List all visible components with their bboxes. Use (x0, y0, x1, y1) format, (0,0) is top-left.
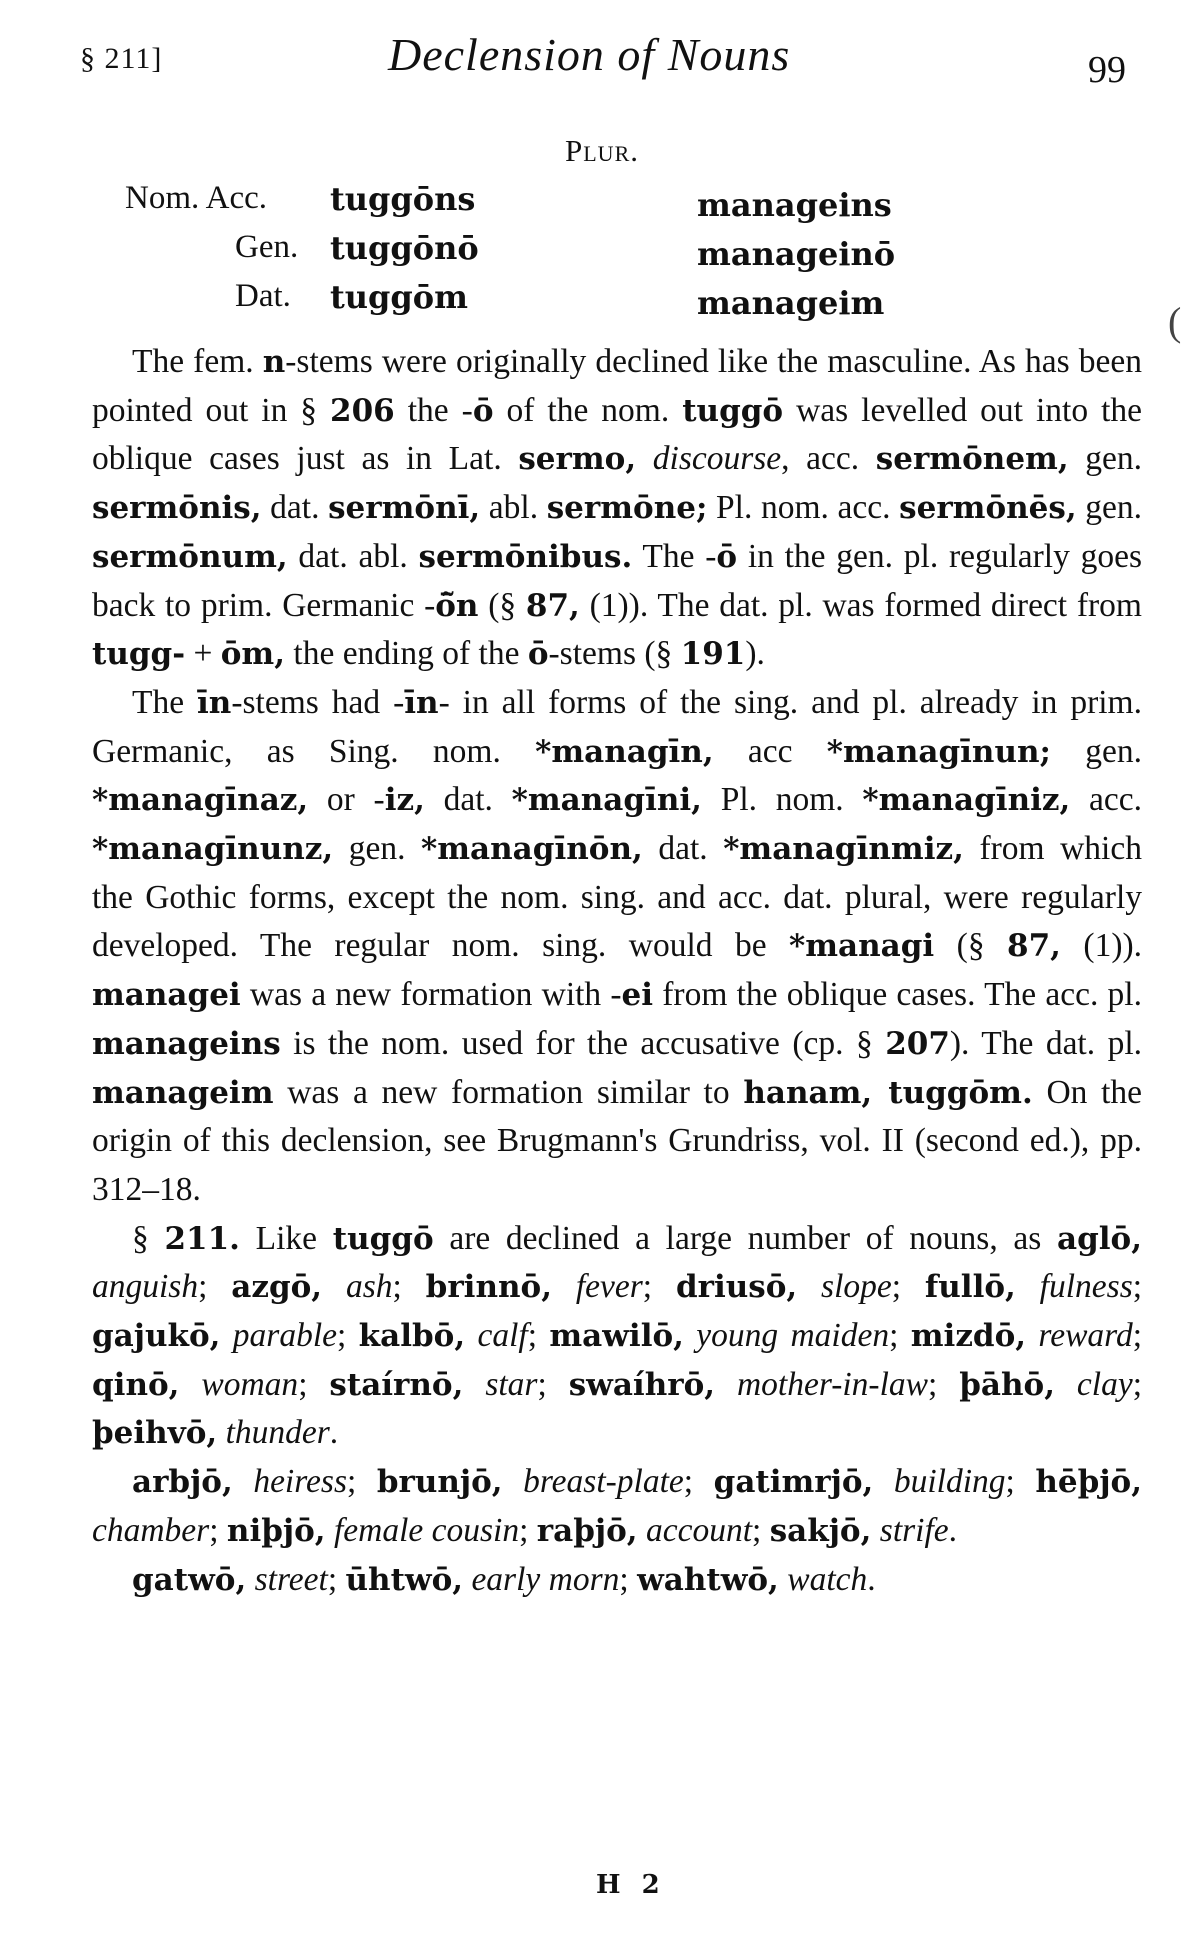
paragraph: arbjō, heiress; brunjō, breast-plate; gatimrjō, building; hēþjō, chamber; niþjō, female cousin; raþjō, account; sakjō, strife. (92, 1463, 1143, 1549)
paragraph: The fem. n-stems were originally declined like the masculine. As has been pointed out in § 206 the -ō of the nom. tuggō was levelled out into the oblique cases just as in Lat. sermo, discourse, acc. sermōnem, gen. sermōnis, dat. sermōnī, abl. sermōne; Pl. nom. acc. sermōnēs, gen. sermōnum, dat. abl. sermōnibus. The -ō in the gen. pl. regularly goes back to prim. Germanic -ō̃n (§ 87, (1)). The dat. pl. was formed direct from tugg- + ōm, the ending of the ō-stems (§ 191). (92, 343, 1143, 673)
paradigm-form-2: manageins (697, 186, 892, 224)
paradigm-form: tuggōnō (330, 229, 479, 267)
margin-mark: ( (1168, 299, 1182, 344)
paragraph: gatwō, street; ūhtwō, early morn; wahtwō, watch. (132, 1560, 876, 1598)
running-header-title: Declension of Nouns (388, 29, 791, 80)
paradigm-heading: Plur. (565, 133, 639, 168)
paradigm-case-label: Dat. (235, 278, 291, 314)
paradigm-case-label: Nom. Acc. (125, 180, 268, 216)
paradigm-form-2: manageinō (697, 235, 896, 273)
paragraph: § 211. Like tuggō are declined a large number of nouns, as aglō, anguish; azgō, ash; brinnō, fever; driusō, slope; fullō, fulness; gajukō, parable; kalbō, calf; mawilō, young maiden; mizdō, reward; qinō, woman; staírnō, star; swaíhrō, mother-in-law; þāhō, clay; þeihvō, thunder. (92, 1219, 1143, 1452)
body-text (92, 338, 1142, 1604)
page-number: 99 (1088, 49, 1126, 91)
running-header-section: § 211] (80, 42, 163, 75)
paradigm-case-label: Gen. (235, 229, 299, 265)
paradigm-form: tuggōns (330, 180, 476, 218)
signature-mark: H 2 (596, 1870, 666, 1900)
paradigm-form-2: manageim (697, 284, 885, 322)
paragraph: The īn-stems had -īn- in all forms of the sing. and pl. already in prim. Germanic, as Sing. nom. *managīn, acc *managīnun; gen. *managīnaz, or -iz, dat. *managīni, Pl. nom. *managīniz, acc. *managīnunz, gen. *managīnōn, dat. *managīnmiz, from which the Gothic forms, except the nom. sing. and acc. dat. plural, were regularly developed. The regular nom. sing. would be *managi (§ 87, (1)). managei was a new formation with -ei from the oblique cases. The acc. pl. manageins is the nom. used for the accusative (cp. § 207). The dat. pl. manageim was a new formation similar to hanam, tuggōm. On the origin of this declension, see Brugmann's Grundriss, vol. II (second ed.), pp. 312–18. (92, 683, 1143, 1208)
paradigm-form: tuggōm (330, 278, 468, 316)
